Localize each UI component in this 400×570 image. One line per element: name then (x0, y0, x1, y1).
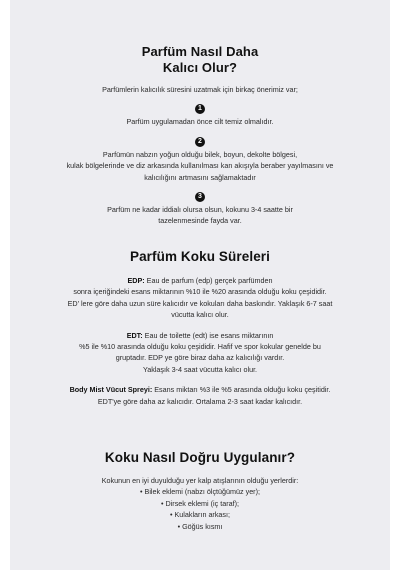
title-line: Kalıcı Olur? (162, 60, 238, 75)
edt-text-first: Eau de toilette (edt) ise esans miktarının (142, 330, 274, 340)
body-mist-label: Body Mist Vücut Spreyi: (69, 385, 153, 395)
edp-text-rest: sonra içeriğindeki esans miktarının %10 ile %20 arasında olduğu koku çeşididir. ED' lere göre daha uzun süre kalıcıdır ve kokuları daha baskındır. Yaklaşık 6-7 saat vücutta kalıcı olur. (67, 287, 333, 320)
edt-text-rest: %5 ile %10 arasında olduğu koku çeşididir. Hafif ve spor kokular genelde bu gruptadır. EDP ye göre biraz daha az kalıcılığı vardır. Yaklaşık 3-4 saat vücutta kalıcı olur. (79, 342, 321, 374)
tip-item (10, 104, 390, 127)
section-durations (10, 249, 390, 407)
section-application (10, 450, 390, 532)
list-item: • Kulakların arkası; (169, 510, 231, 520)
application-list (10, 486, 390, 532)
number-badge: 3 (195, 192, 205, 202)
edt-block (10, 330, 390, 376)
tip-item (10, 192, 390, 227)
list-item: • Göğüs kısmı (177, 521, 223, 531)
tip-text: Parfüm ne kadar iddialı olursa olsun, kokunu 3-4 saatte bir tazelenmesinde fayda var. (107, 205, 293, 226)
edp-block (10, 275, 390, 321)
body-mist-text-rest: EDT'ye göre daha az kalıcıdır. Ortalama 2-3 saat kadar kalıcıdır. (97, 396, 303, 406)
tip-item (10, 137, 390, 183)
list-item: • Bilek eklemi (nabzı ölçtüğümüz yer); (140, 487, 260, 497)
edt-label: EDT: (126, 330, 143, 340)
list-item: • Dirsek eklemi (iç taraf); (161, 498, 239, 508)
content-panel (10, 0, 390, 570)
section-title: Parfüm Koku Süreleri (129, 249, 271, 264)
intro-text: Kokunun en iyi duyulduğu yer kalp atışlarının olduğu yerlerdir: (101, 476, 299, 485)
number-badge: 1 (195, 104, 205, 114)
intro-text: Parfümlerin kalıcılık süresini uzatmak için birkaç önerimiz var; (102, 85, 298, 94)
section-longevity (10, 44, 390, 227)
section-title (10, 44, 390, 76)
tip-text: Parfümün nabzın yoğun olduğu bilek, boyun, dekolte bölgesi, kulak bölgelerinde ve diz arkasında kullanılması kan akışıyla beraber yayılmasını ve kalıcılığını artmasını sağlamaktadır (66, 149, 334, 182)
edp-text-first: Eau de parfum (edp) gerçek parfümden (144, 276, 273, 285)
edp-label: EDP: (127, 276, 145, 285)
tip-text: Parfüm uygulamadan önce cilt temiz olmalıdır. (126, 117, 274, 127)
body-mist-text-first: Esans miktarı %3 ile %5 arasında olduğu koku çeşitidir. (152, 385, 331, 395)
body-mist-block (10, 384, 390, 407)
number-badge: 2 (195, 137, 205, 147)
title-line: Parfüm Nasıl Daha (141, 44, 259, 59)
section-title: Koku Nasıl Doğru Uygulanır? (104, 450, 296, 465)
